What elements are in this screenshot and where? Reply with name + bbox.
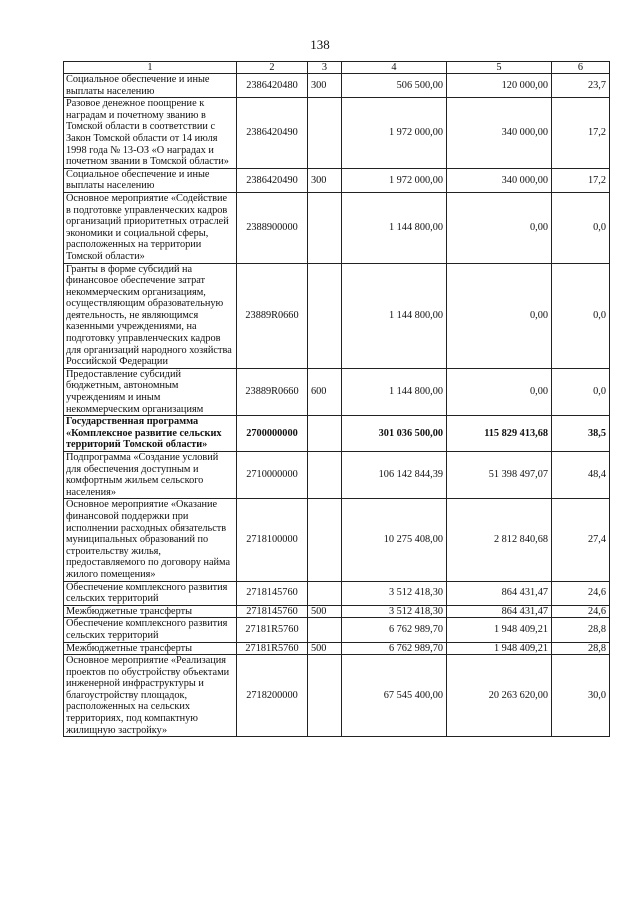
col-header-1: 1: [64, 62, 237, 74]
row-name: Государственная программа «Комплексное развитие сельских территорий Томской области»: [64, 416, 237, 452]
table-row: [64, 618, 610, 642]
row-expense-type: 600: [308, 368, 342, 415]
row-planned-amount: 301 036 500,00: [342, 416, 447, 452]
row-actual-amount: 1 948 409,21: [447, 642, 552, 655]
row-planned-amount: 1 972 000,00: [342, 98, 447, 169]
row-code: 23889R0660: [237, 263, 308, 368]
row-percent: 27,4: [552, 499, 610, 581]
row-name: Подпрограмма «Создание условий для обеспечения доступным и комфортным жильем сельского населения»: [64, 452, 237, 499]
row-code: 23889R0660: [237, 368, 308, 415]
row-expense-type: [308, 416, 342, 452]
row-actual-amount: 864 431,47: [447, 605, 552, 618]
row-actual-amount: 0,00: [447, 192, 552, 263]
row-percent: 0,0: [552, 192, 610, 263]
row-planned-amount: 1 144 800,00: [342, 263, 447, 368]
row-code: 2386420490: [237, 98, 308, 169]
row-expense-type: 300: [308, 74, 342, 98]
row-percent: 0,0: [552, 368, 610, 415]
col-header-3: 3: [308, 62, 342, 74]
row-percent: 28,8: [552, 642, 610, 655]
table-row: [64, 605, 610, 618]
row-expense-type: [308, 581, 342, 605]
row-name: Межбюджетные трансферты: [64, 642, 237, 655]
row-planned-amount: 3 512 418,30: [342, 605, 447, 618]
row-percent: 17,2: [552, 98, 610, 169]
row-planned-amount: 106 142 844,39: [342, 452, 447, 499]
row-percent: 17,2: [552, 168, 610, 192]
row-actual-amount: 2 812 840,68: [447, 499, 552, 581]
table-row: [64, 168, 610, 192]
row-planned-amount: 3 512 418,30: [342, 581, 447, 605]
row-actual-amount: 120 000,00: [447, 74, 552, 98]
row-actual-amount: 340 000,00: [447, 168, 552, 192]
row-actual-amount: 0,00: [447, 368, 552, 415]
row-actual-amount: 20 263 620,00: [447, 655, 552, 737]
row-actual-amount: 1 948 409,21: [447, 618, 552, 642]
row-name: Основное мероприятие «Содействие в подготовке управленческих кадров организаций приоритетных отраслей экономики и социальной сферы, расположенных на территории Томской области»: [64, 192, 237, 263]
row-percent: 30,0: [552, 655, 610, 737]
col-header-5: 5: [447, 62, 552, 74]
table-row: [64, 655, 610, 737]
row-name: Обеспечение комплексного развития сельских территорий: [64, 618, 237, 642]
table-row: [64, 98, 610, 169]
row-percent: 48,4: [552, 452, 610, 499]
row-name: Социальное обеспечение и иные выплаты населению: [64, 168, 237, 192]
row-actual-amount: 340 000,00: [447, 98, 552, 169]
row-code: 2718145760: [237, 581, 308, 605]
row-expense-type: 500: [308, 642, 342, 655]
row-planned-amount: 1 144 800,00: [342, 192, 447, 263]
row-percent: 28,8: [552, 618, 610, 642]
row-planned-amount: 6 762 989,70: [342, 642, 447, 655]
row-planned-amount: 6 762 989,70: [342, 618, 447, 642]
row-code: 2386420480: [237, 74, 308, 98]
col-header-6: 6: [552, 62, 610, 74]
row-expense-type: [308, 263, 342, 368]
row-code: 2710000000: [237, 452, 308, 499]
table-row: [64, 452, 610, 499]
col-header-2: 2: [237, 62, 308, 74]
row-actual-amount: 864 431,47: [447, 581, 552, 605]
row-expense-type: 500: [308, 605, 342, 618]
header-row: [64, 62, 610, 74]
row-expense-type: [308, 618, 342, 642]
row-actual-amount: 0,00: [447, 263, 552, 368]
row-code: 2388900000: [237, 192, 308, 263]
table-row: [64, 416, 610, 452]
row-planned-amount: 1 972 000,00: [342, 168, 447, 192]
row-expense-type: [308, 452, 342, 499]
table-row: [64, 192, 610, 263]
row-planned-amount: 506 500,00: [342, 74, 447, 98]
row-code: 27181R5760: [237, 642, 308, 655]
row-planned-amount: 67 545 400,00: [342, 655, 447, 737]
row-name: Межбюджетные трансферты: [64, 605, 237, 618]
row-code: 2718200000: [237, 655, 308, 737]
row-percent: 24,6: [552, 581, 610, 605]
row-name: Гранты в форме субсидий на финансовое обеспечение затрат некоммерческим организациям, осуществляющим образовательную деятельность, не являющимся казенными учреждениями, на подготовку управленческих кадров для организаций народного хозяйства Российской Федерации: [64, 263, 237, 368]
page-number: 138: [310, 37, 330, 52]
table-row: [64, 642, 610, 655]
row-planned-amount: 1 144 800,00: [342, 368, 447, 415]
row-code: 2718145760: [237, 605, 308, 618]
table-row: [64, 499, 610, 581]
row-actual-amount: 51 398 497,07: [447, 452, 552, 499]
row-expense-type: [308, 192, 342, 263]
row-code: 2700000000: [237, 416, 308, 452]
row-name: Основное мероприятие «Реализация проектов по обустройству объектами инженерной инфраструктуры и благоустройству площадок, расположенных на сельских территориях, под компактную жилищную застройку»: [64, 655, 237, 737]
row-planned-amount: 10 275 408,00: [342, 499, 447, 581]
row-percent: 23,7: [552, 74, 610, 98]
row-expense-type: 300: [308, 168, 342, 192]
table-row: [64, 263, 610, 368]
row-name: Разовое денежное поощрение к наградам и почетному званию в Томской области в соответствии с Закон Томской области от 14 июля 1998 года № 13-ОЗ «О наградах и почетном звании в Томской области»: [64, 98, 237, 169]
row-code: 2386420490: [237, 168, 308, 192]
row-expense-type: [308, 655, 342, 737]
budget-table: [63, 61, 610, 737]
row-name: Социальное обеспечение и иные выплаты населению: [64, 74, 237, 98]
row-percent: 24,6: [552, 605, 610, 618]
row-expense-type: [308, 499, 342, 581]
row-code: 27181R5760: [237, 618, 308, 642]
row-code: 2718100000: [237, 499, 308, 581]
table-row: [64, 74, 610, 98]
row-name: Основное мероприятие «Оказание финансовой поддержки при исполнении расходных обязательств муниципальных образований по строительству жилья, предоставляемого по договору найма жилого помещения»: [64, 499, 237, 581]
row-name: Предоставление субсидий бюджетным, автономным учреждениям и иным некоммерческим организациям: [64, 368, 237, 415]
table-row: [64, 368, 610, 415]
row-percent: 0,0: [552, 263, 610, 368]
row-actual-amount: 115 829 413,68: [447, 416, 552, 452]
col-header-4: 4: [342, 62, 447, 74]
row-expense-type: [308, 98, 342, 169]
table-row: [64, 581, 610, 605]
row-name: Обеспечение комплексного развития сельских территорий: [64, 581, 237, 605]
row-percent: 38,5: [552, 416, 610, 452]
